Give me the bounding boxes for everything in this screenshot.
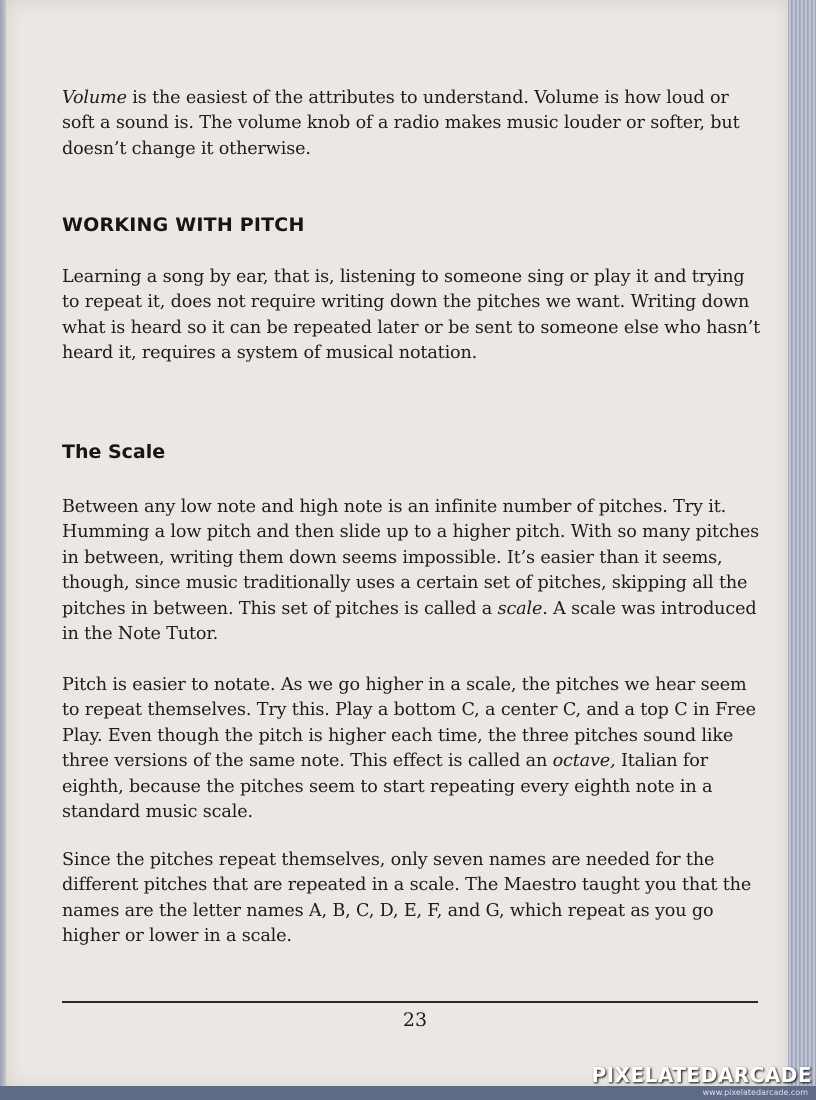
scale-paragraph-3: Since the pitches repeat themselves, only seven names are needed for the different pitches that are repeated in a scale. The Maestro taught you that the names are the letter names A, B, C, D, E, F, and G, which repeat as you go higher or lower in a scale.: [62, 850, 752, 947]
scale-paragraph-2: [62, 673, 762, 825]
subsection-heading-the-scale: The Scale: [62, 441, 166, 463]
scale-p1-before: Between any low note and high note is an infinite number of pitches. Try it. Humming a low pitch and then slide up to a higher pitch. With so many pitches in between, writing them down seems impossible. It’s easier than it seems, though, since music traditionally uses a certain set of pitches, skipping all the pitches in between. This set of pitches is called a: [62, 497, 760, 619]
watermark-logo: PIXELATEDARCADE: [591, 1063, 812, 1087]
working-with-pitch-paragraph: Learning a song by ear, that is, listening to someone sing or play it and trying to repeat it, does not require writing down the pitches we want. Writing down what is heard so it can be repeated later or be sent to someone else who hasn’t heard it, requires a system of musical notation.: [62, 267, 761, 364]
scale-p2-after: Italian for eighth, because the pitches seem to start repeating every eighth note in a standard music scale.: [62, 751, 713, 823]
section-heading-working-with-pitch: WORKING WITH PITCH: [62, 214, 305, 236]
volume-text: is the easiest of the attributes to understand. Volume is how loud or soft a sound is. The volume knob of a radio makes music louder or softer, but doesn’t change it otherwise.: [62, 88, 740, 159]
volume-paragraph: [62, 86, 762, 162]
page-edges: [788, 0, 816, 1100]
scale-term: scale: [497, 598, 543, 619]
scan-background: [0, 1086, 816, 1100]
volume-term: Volume: [62, 88, 127, 108]
scale-p1-after: . A scale was introduced in the Note Tutor.: [62, 598, 757, 645]
footer-rule: [62, 1001, 758, 1003]
page-number: 23: [402, 1009, 428, 1031]
scale-paragraph-1: [62, 495, 762, 647]
octave-term: octave,: [552, 751, 616, 772]
watermark-url: www.pixelatedarcade.com: [702, 1088, 808, 1097]
scale-p2-before: Pitch is easier to notate. As we go higher in a scale, the pitches we hear seem to repeat themselves. Try this. Play a bottom C, a center C, and a top C in Free Play. Even though the pitch is higher each time, the three pitches sound like three versions of the same note. This effect is called an: [62, 675, 756, 772]
